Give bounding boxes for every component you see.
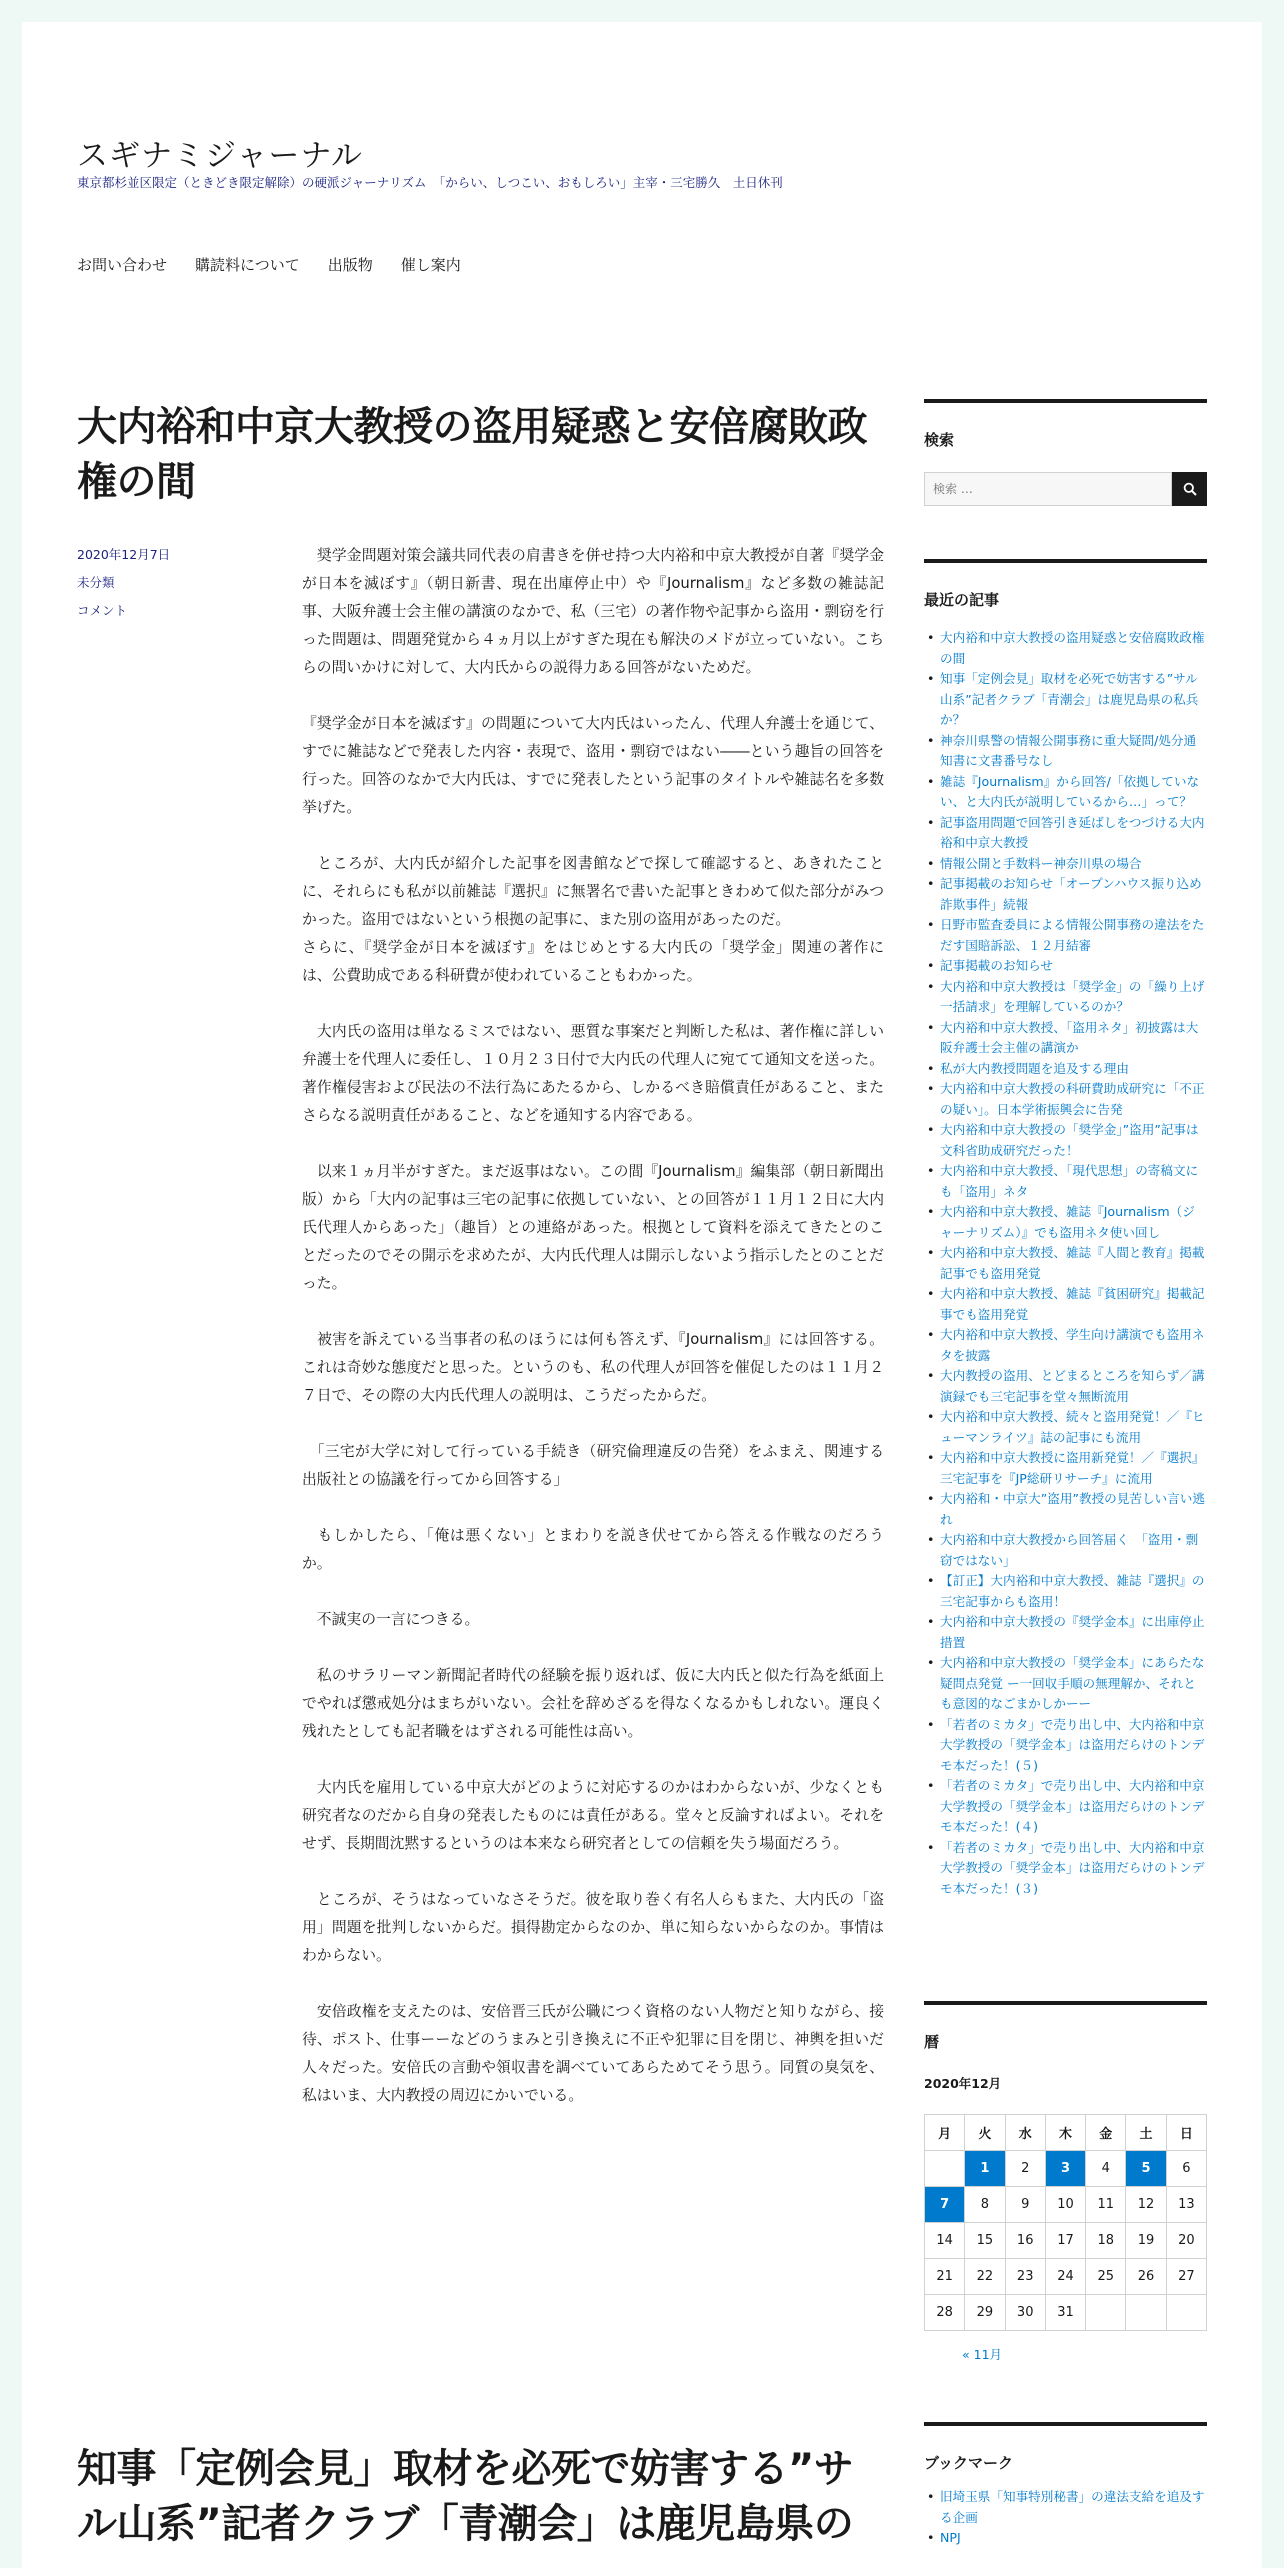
calendar-day: 30	[1005, 2295, 1045, 2331]
calendar-day: 26	[1126, 2259, 1166, 2295]
widget-title: 暦	[924, 2033, 940, 2051]
post-title[interactable]: 大内裕和中京大教授の盗用疑惑と安倍腐敗政権の間	[77, 404, 867, 505]
calendar-caption: 2020年12月	[924, 2076, 1002, 2091]
list-item[interactable]: • 大内裕和中京大教授、学生向け講演でも盗用ネタを披露	[924, 1325, 1207, 1366]
bookmarks-widget	[924, 2422, 1207, 2549]
calendar-day[interactable]: 1	[965, 2151, 1005, 2187]
list-item[interactable]: • 大内裕和中京大教授は「奨学金」の「繰り上げ一括請求」を理解しているのか？	[924, 977, 1207, 1018]
list-item[interactable]: • 記事掲載のお知らせ	[924, 956, 1207, 977]
post-paragraph: 安倍政権を支えたのは、安倍晋三氏が公職につく資格のない人物だと知りながら、接待、ポスト、仕事ーーなどのうまみと引き換えに不正や犯罪に目を閉じ、神輿を担いだ人々だった。安倍氏の言動や領収書を調べていてあらためてそう思う。同質の臭気を、私はいま、大内教授の周辺にかいでいる。	[302, 2003, 884, 2104]
calendar-weekday: 木	[1045, 2115, 1085, 2151]
search-button[interactable]	[1172, 472, 1207, 506]
list-item[interactable]: • 記事盗用問題で回答引き延ばしをつづける大内裕和中京大教授	[924, 813, 1207, 854]
list-item[interactable]: • 【訂正】大内裕和中京大教授、雑誌『選択』の三宅記事からも盗用！	[924, 1571, 1207, 1612]
list-item[interactable]: • 大内裕和中京大教授の『奨学金本』に出庫停止措置	[924, 1612, 1207, 1653]
calendar-day: 18	[1086, 2223, 1126, 2259]
calendar-day	[1126, 2295, 1166, 2331]
list-item[interactable]: • 大内裕和中京大教授、「盗用ネタ」初披露は大阪弁護士会主催の講演か	[924, 1018, 1207, 1059]
calendar-widget	[924, 2001, 1207, 2363]
calendar-day: 6	[1166, 2151, 1206, 2187]
post-paragraph: 大内氏を雇用している中京大がどのように対応するのかはわからないが、少なくとも研究者なのだから自身の発表したものには責任がある。堂々と反論すればよい。それをせず、長期間沈黙するというのは本来なら研究者としての信頼を失う場面だろう。	[302, 1779, 884, 1852]
list-item[interactable]: • 「若者のミカタ」で売り出し中、大内裕和中京大学教授の「奨学金本」は盗用だらけのトンデモ本だった！(４)	[924, 1776, 1207, 1838]
calendar-weekday: 月	[925, 2115, 965, 2151]
calendar-week	[925, 2259, 1207, 2295]
calendar-day: 17	[1045, 2223, 1085, 2259]
list-item[interactable]: • 大内裕和・中京大”盗用”教授の見苦しい言い逃れ	[924, 1489, 1207, 1530]
post-paragraph: さらに、『奨学金が日本を滅ぼす』をはじめとする大内氏の「奨学金」関連の著作には、公費助成である科研費が使われていることもわかった。	[302, 939, 884, 984]
search-input[interactable]	[924, 472, 1172, 506]
calendar-day: 23	[1005, 2259, 1045, 2295]
calendar-day: 21	[925, 2259, 965, 2295]
calendar-day: 20	[1166, 2223, 1206, 2259]
bookmarks-list	[924, 2487, 1207, 2549]
calendar-day: 8	[965, 2187, 1005, 2223]
post-paragraph: ところが、大内氏が紹介した記事を図書館などで探して確認すると、あきれたことに、それらにも私が以前雑誌『選択』に無署名で書いた記事ときわめて似た部分がみつかった。盗用ではないという根拠の記事に、また別の盗用があったのだ。	[302, 855, 884, 928]
list-item[interactable]: • 大内裕和中京大教授、雑誌『Journalism（ジャーナリズム）』でも盗用ネタ使い回し	[924, 1202, 1207, 1243]
post-paragraph: 大内氏の盗用は単なるミスではない、悪質な事案だと判断した私は、著作権に詳しい弁護士を代理人に委任し、１０月２３日付で大内氏の代理人に宛てて通知文を送った。著作権侵害および民法の不法行為にあたるから、しかるべき賠償責任があること、またさらなる説明責任があること、などを通知する内容である。	[302, 1023, 884, 1124]
widget-divider	[924, 2001, 1207, 2005]
nav-item-subscription[interactable]: 購読料について	[195, 256, 300, 274]
calendar-week	[925, 2295, 1207, 2331]
list-item[interactable]: • 大内裕和中京大教授の「奨学金」”盗用”記事は文科省助成研究だった！	[924, 1120, 1207, 1161]
post-paragraph: 以来１ヵ月半がすぎた。まだ返事はない。この間『Journalism』編集部（朝日新聞出版）から「大内の記事は三宅の記事に依拠していない、との回答が１１月１２日に大内氏代理人からあった」（趣旨）との連絡があった。根拠として資料を添えてきたとのことだったのでその開示を求めたが、大内氏代理人は開示しないよう指示したとのことだった。	[302, 1163, 884, 1292]
widget-title: ブックマーク	[924, 2454, 1013, 2472]
list-item[interactable]: • 「若者のミカタ」で売り出し中、大内裕和中京大学教授の「奨学金本」は盗用だらけのトンデモ本だった！(５)	[924, 1715, 1207, 1777]
list-item[interactable]: • 大内裕和中京大教授に盗用新発覚！／『選択』三宅記事を『JP総研リサーチ』に流用	[924, 1448, 1207, 1489]
list-item[interactable]: • 大内裕和中京大教授の盗用疑惑と安倍腐敗政権の間	[924, 628, 1207, 669]
calendar-day[interactable]: 3	[1045, 2151, 1085, 2187]
post-paragraph: 被害を訴えている当事者の私のほうには何も答えず、『Journalism』には回答する。これは奇妙な態度だと思った。というのも、私の代理人が回答を催促したのは１１月２７日で、その際の大内氏代理人の説明は、こうだったからだ。	[302, 1331, 884, 1404]
calendar-weekday: 火	[965, 2115, 1005, 2151]
post-paragraph: 「三宅が大学に対して行っている手続き（研究倫理違反の告発）をふまえ、関連する出版社との協議を行ってから回答する」	[302, 1443, 884, 1488]
post-paragraph: 不誠実の一言につきる。	[302, 1611, 480, 1628]
post-body	[302, 542, 884, 2138]
calendar-day: 31	[1045, 2295, 1085, 2331]
calendar-day: 28	[925, 2295, 965, 2331]
calendar-weekday: 日	[1166, 2115, 1206, 2151]
calendar-day: 29	[965, 2295, 1005, 2331]
calendar-day: 27	[1166, 2259, 1206, 2295]
calendar-day: 11	[1086, 2187, 1126, 2223]
calendar-day: 10	[1045, 2187, 1085, 2223]
post-category[interactable]: 未分類	[77, 575, 115, 590]
list-item[interactable]: • 神奈川県警の情報公開事務に重大疑問/処分通知書に文書番号なし	[924, 731, 1207, 772]
widget-title: 最近の記事	[924, 591, 1000, 609]
calendar-weekday: 土	[1126, 2115, 1166, 2151]
calendar-week	[925, 2187, 1207, 2223]
list-item[interactable]: • 雑誌『Journalism』から回答/「依拠していない、と大内氏が説明しているから…」って？	[924, 772, 1207, 813]
widget-title: 検索	[924, 431, 955, 449]
calendar-weekday: 水	[1005, 2115, 1045, 2151]
calendar-table	[924, 2114, 1207, 2331]
calendar-day: 15	[965, 2223, 1005, 2259]
calendar-day: 4	[1086, 2151, 1126, 2187]
calendar-day[interactable]: 5	[1126, 2151, 1166, 2187]
recent-posts-list	[924, 628, 1207, 1899]
post-paragraph: 奨学金問題対策会議共同代表の肩書きを併せ持つ大内裕和中京大教授が自著『奨学金が日本を滅ぼす』（朝日新書、現在出庫停止中）や『Journalism』など多数の雑誌記事、大阪弁護士会主催の講演のなかで、私（三宅）の著作物や記事から盗用・剽窃を行った問題は、問題発覚から４ヵ月以上がすぎた現在も解決のメドが立っていない。こちらの問いかけに対して、大内氏からの説得力ある回答がないためだ。	[302, 547, 884, 676]
calendar-week	[925, 2223, 1207, 2259]
list-item[interactable]: • 「若者のミカタ」で売り出し中、大内裕和中京大学教授の「奨学金本」は盗用だらけのトンデモ本だった！(３)	[924, 1838, 1207, 1900]
post-comments-link[interactable]: コメント	[77, 603, 128, 618]
calendar-day: 2	[1005, 2151, 1045, 2187]
calendar-day: 13	[1166, 2187, 1206, 2223]
calendar-day	[925, 2151, 965, 2187]
list-item[interactable]: • 大内教授の盗用、とどまるところを知らず／講演録でも三宅記事を堂々無断流用	[924, 1366, 1207, 1407]
widget-divider	[924, 559, 1207, 563]
next-post-title[interactable]: 知事「定例会見」取材を必死で妨害する”サル山系”記者クラブ「青潮会」は鹿児島県の	[77, 2446, 854, 2547]
calendar-day: 22	[965, 2259, 1005, 2295]
calendar-day: 12	[1126, 2187, 1166, 2223]
list-item[interactable]: • 私が大内教授問題を追及する理由	[924, 1059, 1207, 1080]
list-item[interactable]: • 大内裕和中京大教授から回答届く 「盗用・剽窃ではない」	[924, 1530, 1207, 1571]
post-paragraph: 私のサラリーマン新聞記者時代の経験を振り返れば、仮に大内氏と似た行為を紙面上でやれば懲戒処分はまちがいない。会社を辞めざるを得なくなるかもしれない。運良く残れたとしても記者職をはずされる可能性は高い。	[302, 1667, 884, 1740]
site-title[interactable]: スギナミジャーナル	[77, 138, 363, 174]
search-icon	[1183, 482, 1197, 496]
widget-divider	[924, 399, 1207, 403]
post-date[interactable]: 2020年12月7日	[77, 547, 171, 562]
search-widget	[924, 399, 1207, 506]
post-meta	[77, 541, 170, 625]
calendar-prev-month-link[interactable]: « 11月	[962, 2347, 1003, 2362]
calendar-day: 14	[925, 2223, 965, 2259]
calendar-week	[925, 2151, 1207, 2187]
nav-item-contact[interactable]: お問い合わせ	[77, 256, 168, 274]
page-frame	[22, 22, 1262, 2568]
calendar-day: 16	[1005, 2223, 1045, 2259]
list-item[interactable]: • 知事「定例会見」取材を必死で妨害する”サル山系”記者クラブ「青潮会」は鹿児島県の私兵か？	[924, 669, 1207, 731]
nav-item-publications[interactable]: 出版物	[327, 256, 373, 274]
nav-item-events[interactable]: 催し案内	[400, 256, 461, 274]
list-item[interactable]: • 大内裕和中京大教授の科研費助成研究に「不正の疑い」。日本学術振興会に告発	[924, 1079, 1207, 1120]
list-item[interactable]: • 記事掲載のお知らせ「オープンハウス振り込め詐欺事件」続報	[924, 874, 1207, 915]
list-item[interactable]: • 大内裕和中京大教授、雑誌『人間と教育』掲載記事でも盗用発覚	[924, 1243, 1207, 1284]
recent-posts-widget	[924, 559, 1207, 1899]
list-item[interactable]: • 大内裕和中京大教授、雑誌『貧困研究』掲載記事でも盗用発覚	[924, 1284, 1207, 1325]
site-description: 東京都杉並区限定（ときどき限定解除）の硬派ジャーナリズム 「からい、しつこい、おもしろい」主宰・三宅勝久 土日休刊	[77, 175, 783, 190]
calendar-day: 25	[1086, 2259, 1126, 2295]
list-item[interactable]: • 情報公開と手数料ー神奈川県の場合	[924, 854, 1207, 875]
list-item[interactable]: • 旧埼玉県「知事特別秘書」の違法支給を追及する企画	[924, 2487, 1207, 2528]
calendar-day	[1086, 2295, 1126, 2331]
list-item[interactable]: • 大内裕和中京大教授、「現代思想」の寄稿文にも「盗用」ネタ	[924, 1161, 1207, 1202]
main-navigation	[77, 254, 461, 275]
list-item[interactable]: • 大内裕和中京大教授の「奨学金本」にあらたな疑問点発覚 ー一回収手順の無理解か、それとも意図的なごまかしかーー	[924, 1653, 1207, 1715]
list-item[interactable]: • 日野市監査委員による情報公開事務の違法をただす国賠訴訟、１２月結審	[924, 915, 1207, 956]
widget-divider	[924, 2422, 1207, 2426]
calendar-day[interactable]: 7	[925, 2187, 965, 2223]
search-form	[924, 472, 1207, 506]
post-paragraph: 『奨学金が日本を滅ぼす』の問題について大内氏はいったん、代理人弁護士を通じて、すでに雑誌などで発表した内容・表現で、盗用・剽窃ではない――という趣旨の回答を行った。回答のなかで大内氏は、すでに発表したという記事のタイトルや雑誌名を多数挙げた。	[302, 715, 884, 816]
post-paragraph: ところが、そうはなっていなさそうだ。彼を取り巻く有名人らもまた、大内氏の「盗用」問題を批判しないからだ。損得勘定からなのか、単に知らないからなのか。事情はわからない。	[302, 1891, 884, 1964]
calendar-day: 24	[1045, 2259, 1085, 2295]
list-item[interactable]: • NPJ	[924, 2528, 1207, 2549]
list-item[interactable]: • 大内裕和中京大教授、続々と盗用発覚！／『ヒューマンライツ』誌の記事にも流用	[924, 1407, 1207, 1448]
calendar-day: 9	[1005, 2187, 1045, 2223]
calendar-weekday: 金	[1086, 2115, 1126, 2151]
post-paragraph: もしかしたら、「俺は悪くない」とまわりを説き伏せてから答える作戦なのだろうか。	[302, 1527, 884, 1572]
calendar-day: 19	[1126, 2223, 1166, 2259]
calendar-day	[1166, 2295, 1206, 2331]
